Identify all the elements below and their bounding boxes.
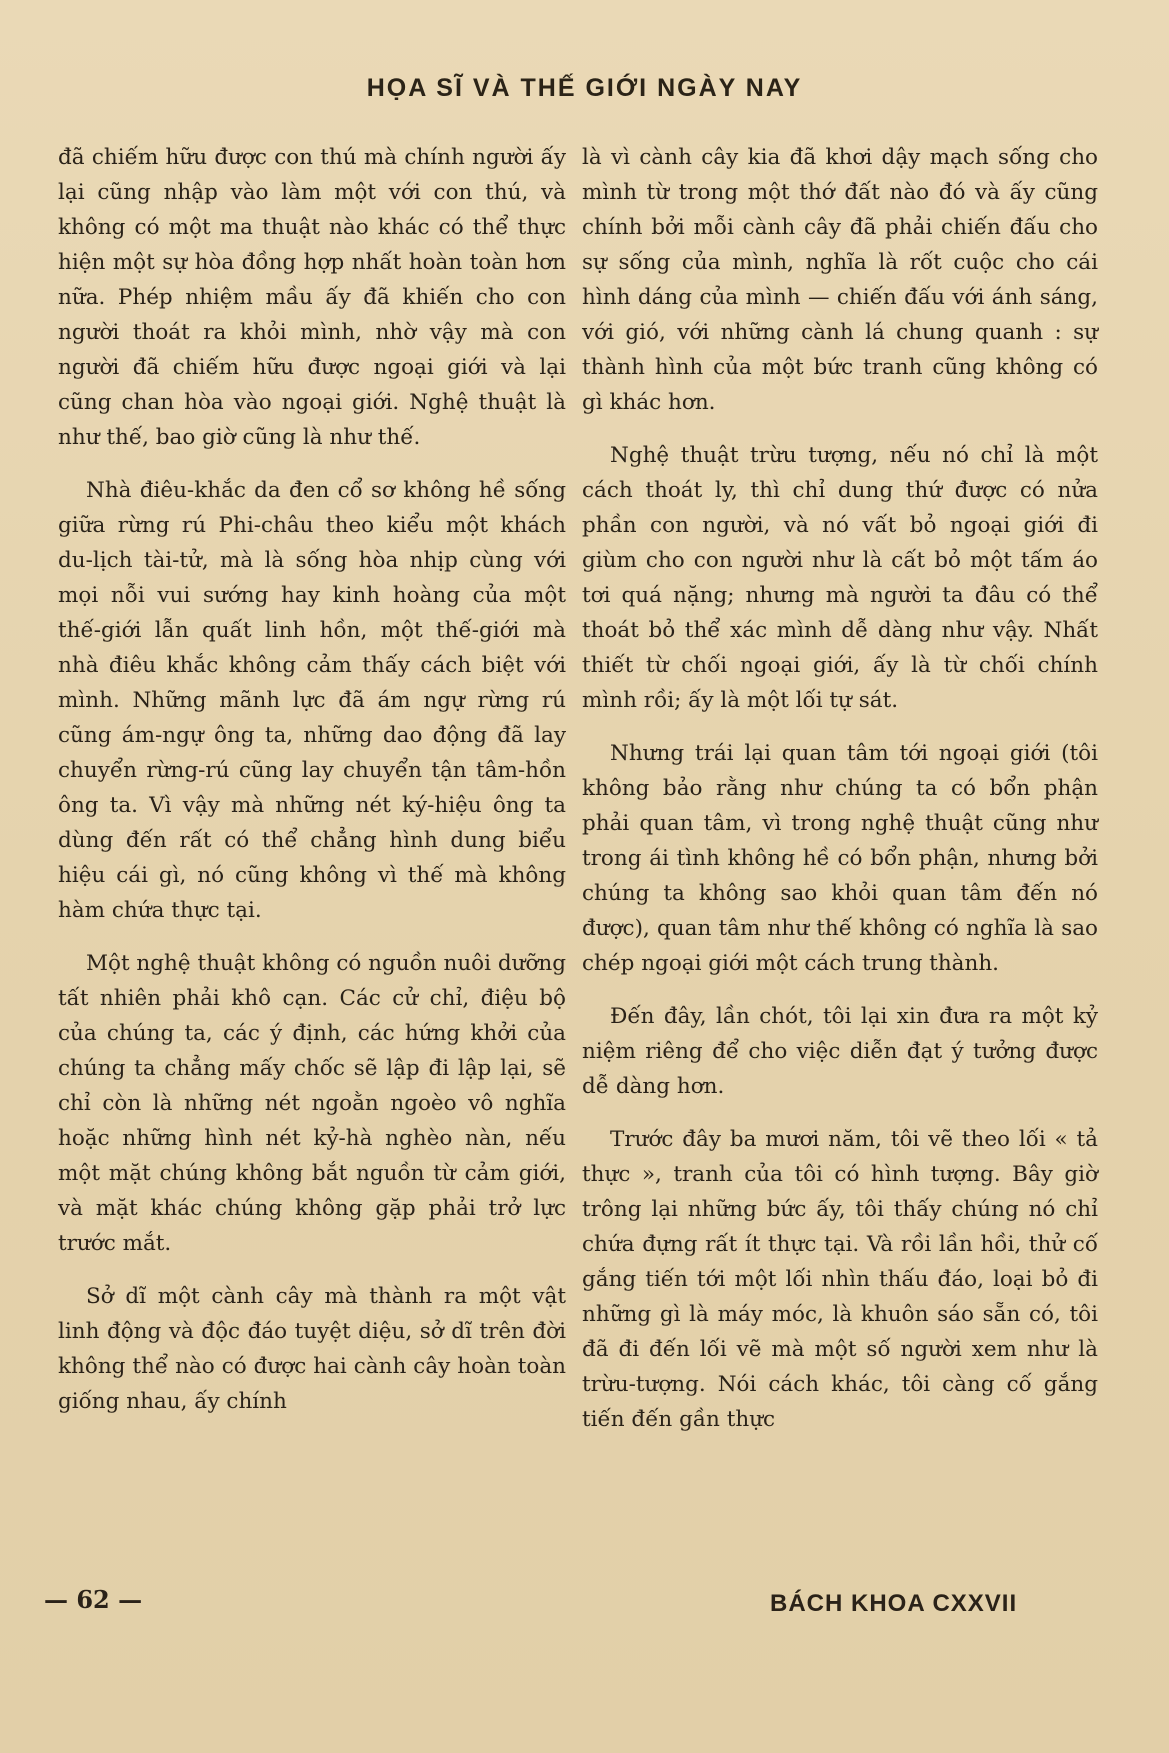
paragraph: Nhà điêu-khắc da đen cổ sơ không hề sống giữa rừng rú Phi-châu theo kiểu một khách du-lịch tài-tử, mà là sống hòa nhịp cùng với mọi nỗi vui sướng hay kinh hoàng của một thế-giới lẫn quất linh hồn, một thế-giới mà nhà điêu khắc không cảm thấy cách biệt với mình. Những mãnh lực đã ám ngự rừng rú cũng ám-ngự ông ta, những dao động đã lay chuyển rừng-rú cũng lay chuyển tận tâm-hồn ông ta. Vì vậy mà những nét ký-hiệu ông ta dùng đến rất có thể chẳng hình dung biểu hiệu cái gì, nó cũng không vì thế mà không hàm chứa thực tại. <box>58 478 566 923</box>
publication-name: BÁCH KHOA CXXVII <box>770 1590 1018 1617</box>
left-column <box>58 140 566 1437</box>
paragraph: Đến đây, lần chót, tôi lại xin đưa ra một kỷ niệm riêng để cho việc diễn đạt ý tưởng được dễ dàng hơn. <box>582 1004 1098 1099</box>
paragraph: là vì cành cây kia đã khơi dậy mạch sống cho mình từ trong một thớ đất nào đó và ấy cũng chính bởi mỗi cành cây đã phải chiến đấu cho sự sống của mình, nghĩa là rốt cuộc cho cái hình dáng của mình — chiến đấu với ánh sáng, với gió, với những cành lá chung quanh : sự thành hình của một bức tranh cũng không có gì khác hơn. <box>582 145 1098 415</box>
paragraph: đã chiếm hữu được con thú mà chính người ấy lại cũng nhập vào làm một với con thú, và không có một ma thuật nào khác có thể thực hiện một sự hòa đồng hợp nhất hoàn toàn hơn nữa. Phép nhiệm mầu ấy đã khiến cho con người thoát ra khỏi mình, nhờ vậy mà con người đã chiếm hữu được ngoại giới và lại cũng chan hòa vào ngoại giới. Nghệ thuật là như thế, bao giờ cũng là như thế. <box>58 145 566 450</box>
running-header: HỌA SĨ VÀ THẾ GIỚI NGÀY NAY <box>366 74 803 102</box>
paragraph: Trước đây ba mươi năm, tôi vẽ theo lối « tả thực », tranh của tôi có hình tượng. Bây giờ trông lại những bức ấy, tôi thấy chúng nó chỉ chứa đựng rất ít thực tại. Và rồi lần hồi, thử cố gắng tiến tới một lối nhìn thấu đáo, loại bỏ đi những gì là máy móc, là khuôn sáo sẵn có, tôi đã đi đến lối vẽ mà một số người xem như là trừu-tượng. Nói cách khác, tôi càng cố gắng tiến đến gần thực <box>582 1127 1098 1432</box>
page-number: — 62 — <box>44 1585 143 1614</box>
paragraph: Nghệ thuật trừu tượng, nếu nó chỉ là một cách thoát ly, thì chỉ dung thứ được có nửa phần con người, và nó vất bỏ ngoại giới đi giùm cho con người như là cất bỏ một tấm áo tơi quá nặng; nhưng mà người ta đâu có thể thoát bỏ thể xác mình dễ dàng như vậy. Nhất thiết từ chối ngoại giới, ấy là từ chối chính mình rồi; ấy là một lối tự sát. <box>582 443 1098 713</box>
paragraph: Sở dĩ một cành cây mà thành ra một vật linh động và độc đáo tuyệt diệu, sở dĩ trên đời không thể nào có được hai cành cây hoàn toàn giống nhau, ấy chính <box>58 1284 566 1414</box>
right-column <box>582 140 1098 1455</box>
paragraph: Một nghệ thuật không có nguồn nuôi dưỡng tất nhiên phải khô cạn. Các cử chỉ, điệu bộ của chúng ta, các ý định, các hứng khởi của chúng ta chẳng mấy chốc sẽ lập đi lập lại, sẽ chỉ còn là những nét ngoằn ngoèo vô nghĩa hoặc những hình nét kỷ-hà nghèo nàn, nếu một mặt chúng không bắt nguồn từ cảm giới, và mặt khác chúng không gặp phải trở lực trước mắt. <box>58 951 566 1256</box>
paragraph: Nhưng trái lại quan tâm tới ngoại giới (tôi không bảo rằng như chúng ta có bổn phận phải quan tâm, vì trong nghệ thuật cũng như trong ái tình không hề có bổn phận, nhưng bởi chúng ta không sao khỏi quan tâm đến nó được), quan tâm như thế không có nghĩa là sao chép ngoại giới một cách trung thành. <box>582 741 1098 976</box>
